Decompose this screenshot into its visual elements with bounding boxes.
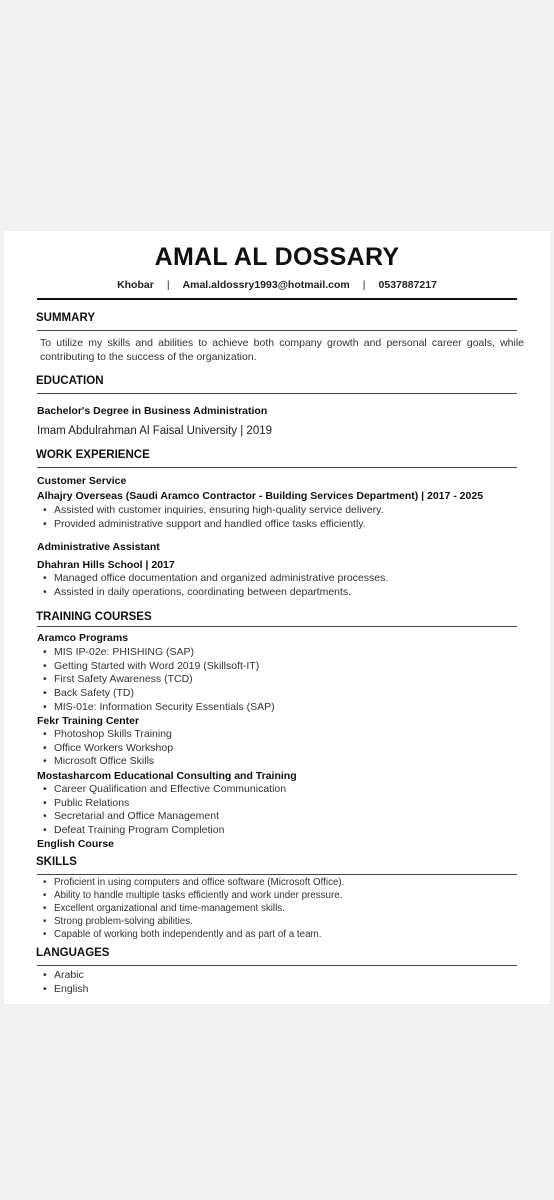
- list-item: • Arabic: [40, 969, 88, 983]
- location-text: Khobar: [117, 279, 154, 291]
- phone-text: 0537887217: [378, 279, 437, 291]
- contact-line: [4, 279, 550, 291]
- job-bullets: [40, 572, 388, 599]
- list-item: • Career Qualification and Effective Communication: [40, 783, 286, 797]
- list-item: • Managed office documentation and organized administrative processes.: [40, 572, 388, 586]
- training-group-title: English Course: [37, 838, 115, 850]
- list-item: • Secretarial and Office Management: [40, 810, 286, 824]
- contact-separator: |: [166, 279, 170, 291]
- education-heading: EDUCATION: [36, 375, 104, 387]
- list-item: • Back Safety (TD): [40, 687, 275, 701]
- training-list: [40, 783, 286, 838]
- contact-separator: |: [362, 279, 366, 291]
- skills-divider: [37, 874, 517, 875]
- list-item: • MIS IP-02e: PHISHING (SAP): [40, 646, 275, 660]
- work-divider: [37, 467, 517, 468]
- education-divider: [37, 393, 517, 394]
- job-company: Alhajry Overseas (Saudi Aramco Contractor - Building Services Department) | 2017 - 2025: [37, 490, 484, 502]
- list-item: • Excellent organizational and time-management skills.: [40, 903, 344, 916]
- header-divider: [37, 298, 517, 300]
- list-item: • Assisted with customer inquiries, ensuring high-quality service delivery.: [40, 504, 384, 518]
- list-item: • Office Workers Workshop: [40, 742, 173, 756]
- list-item: • Assisted in daily operations, coordinating between departments.: [40, 586, 388, 600]
- list-item: • Capable of working both independently and as part of a team.: [40, 929, 344, 942]
- email-text: Amal.aldossry1993@hotmail.com: [182, 279, 350, 291]
- training-group-title: Aramco Programs: [37, 632, 129, 644]
- summary-divider: [37, 330, 517, 331]
- school-line: Imam Abdulrahman Al Faisal University | 2019: [37, 425, 273, 437]
- list-item: • First Safety Awareness (TCD): [40, 673, 275, 687]
- job-company: Dhahran Hills School | 2017: [37, 559, 175, 571]
- languages-heading: LANGUAGES: [36, 947, 110, 959]
- list-item: • Public Relations: [40, 797, 286, 811]
- summary-heading: SUMMARY: [36, 312, 95, 324]
- list-item: • Getting Started with Word 2019 (Skillsoft-IT): [40, 660, 275, 674]
- training-list: [40, 646, 275, 715]
- languages-divider: [37, 965, 517, 966]
- job-role: Customer Service: [37, 475, 127, 487]
- job-bullets: [40, 504, 384, 531]
- list-item: • Microsoft Office Skills: [40, 755, 173, 769]
- list-item: • English: [40, 983, 88, 997]
- list-item: • Strong problem-solving abilities.: [40, 916, 344, 929]
- job-role: Administrative Assistant: [37, 541, 160, 553]
- list-item: • MIS-01e: Information Security Essentials (SAP): [40, 701, 275, 715]
- skills-heading: SKILLS: [36, 856, 77, 868]
- list-item: • Defeat Training Program Completion: [40, 824, 286, 838]
- training-heading: TRAINING COURSES: [36, 611, 152, 623]
- training-divider: [37, 626, 517, 627]
- summary-text: To utilize my skills and abilities to achieve both company growth and personal career goals, while contributing to the success of the organization.: [40, 337, 524, 363]
- list-item: • Photoshop Skills Training: [40, 728, 173, 742]
- resume-page: [4, 231, 550, 1004]
- training-list: [40, 728, 173, 769]
- resume-name: AMAL AL DOSSARY: [154, 243, 400, 271]
- languages-list: [40, 969, 88, 996]
- work-heading: WORK EXPERIENCE: [36, 449, 150, 461]
- list-item: • Proficient in using computers and office software (Microsoft Office).: [40, 877, 344, 890]
- training-group-title: Mostasharcom Educational Consulting and Training: [37, 770, 297, 782]
- degree-title: Bachelor's Degree in Business Administration: [37, 405, 268, 417]
- training-group-title: Fekr Training Center: [37, 715, 140, 727]
- list-item: • Ability to handle multiple tasks efficiently and work under pressure.: [40, 890, 344, 903]
- skills-list: [40, 877, 344, 942]
- list-item: • Provided administrative support and handled office tasks efficiently.: [40, 518, 384, 532]
